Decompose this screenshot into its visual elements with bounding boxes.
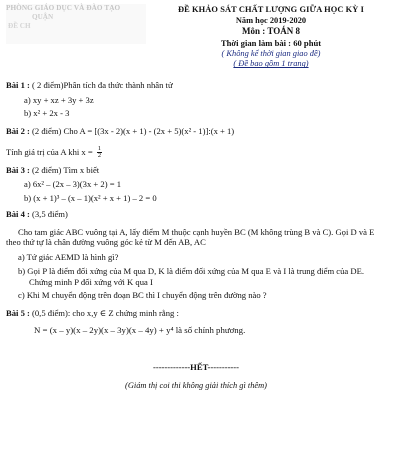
question-5-text: (0,5 điểm): cho x,y ∈ Z chứng minh rằng : bbox=[29, 308, 179, 319]
school-year: Năm học 2019-2020 bbox=[235, 15, 307, 25]
end-marker: -------------HẾT----------- bbox=[152, 361, 240, 372]
question-2-label: Bài 2 : bbox=[6, 126, 30, 137]
question-4-text: (3,5 điểm) bbox=[29, 208, 68, 219]
faded-stamp bbox=[6, 4, 146, 44]
question-1a: a) xy + xz + 3y + 3z bbox=[24, 94, 94, 105]
question-2-value-text: Tính giá trị của A khi x = bbox=[6, 146, 95, 157]
question-4-label: Bài 4 : bbox=[6, 208, 30, 219]
question-1-text: ( 2 điểm)Phân tích đa thức thành nhân tử bbox=[29, 80, 173, 90]
district-name: QUẬN bbox=[32, 13, 54, 21]
fraction-numerator: 1 bbox=[97, 144, 102, 152]
exam-title: ĐỀ KHẢO SÁT CHẤT LƯỢNG GIỮA HỌC KỲ I bbox=[177, 5, 364, 14]
school-block bbox=[6, 4, 156, 76]
question-4 bbox=[6, 209, 386, 301]
exam-header bbox=[6, 4, 386, 76]
question-1b: b) x² + 2x - 3 bbox=[24, 108, 70, 119]
time-note: ( Không kể thời gian giao đề) bbox=[221, 48, 321, 58]
question-4-title bbox=[6, 209, 386, 220]
question-4b: b) Gọi P là điểm đối xứng của M qua D, K là điểm đối xứng của M qua E và I là trung điểm của DE. Chứng minh P đối xứng với K qua I bbox=[18, 265, 364, 287]
question-3-text: (2 điểm) Tìm x biết bbox=[29, 164, 100, 175]
pages-note bbox=[156, 59, 386, 70]
proctor-note: (Giám thị coi thi không giải thích gì thêm) bbox=[125, 380, 267, 390]
question-3b: b) (x + 1)³ – (x – 1)(x² + x + 1) – 2 = 0 bbox=[24, 193, 157, 204]
exam-title-block bbox=[156, 4, 386, 76]
question-3-label: Bài 3 : bbox=[6, 164, 30, 175]
official-label: ĐỀ CH bbox=[8, 22, 31, 30]
pages-note-text: ( Đề bao gồm 1 trang) bbox=[233, 59, 309, 69]
fraction-one-half bbox=[97, 146, 102, 160]
fraction-denominator: 2 bbox=[97, 152, 102, 160]
question-3 bbox=[6, 165, 386, 204]
question-1-title bbox=[6, 80, 386, 91]
question-4a: a) Tứ giác AEMD là hình gì? bbox=[18, 252, 119, 263]
question-2-text: (2 điểm) Cho A = [(3x - 2)(x + 1) - (2x + 5)(x² - 1)]:(x + 1) bbox=[29, 126, 235, 137]
question-1 bbox=[6, 80, 386, 119]
question-4-intro: Cho tam giác ABC vuông tại A, lấy điểm M thuộc cạnh huyền BC (M không trùng B và C). Gọi D và E theo thứ tự là chân đường vuông góc kẻ từ M đến AB, AC bbox=[6, 226, 375, 248]
question-4c: c) Khi M chuyển động trên đoạn BC thì I chuyển động trên đường nào ? bbox=[18, 290, 267, 301]
question-1-parts bbox=[24, 95, 386, 119]
question-1-label: Bài 1 : bbox=[6, 80, 30, 90]
time-limit: Thời gian làm bài : 60 phút bbox=[220, 38, 322, 49]
question-5-label: Bài 5 : bbox=[6, 308, 30, 319]
question-5-formula: N = (x – y)(x – 2y)(x – 3y)(x – 4y) + y⁴ là số chính phương. bbox=[34, 324, 246, 335]
question-3-title bbox=[6, 165, 386, 176]
question-5 bbox=[6, 308, 386, 336]
question-2 bbox=[6, 126, 386, 160]
subject: Môn : TOÁN 8 bbox=[242, 26, 300, 36]
question-2-value bbox=[6, 146, 386, 160]
question-2-title bbox=[6, 126, 386, 137]
question-3-parts bbox=[24, 179, 386, 203]
question-3a: a) 6x² – (2x – 3)(3x + 2) = 1 bbox=[24, 179, 121, 190]
department-name: PHÒNG GIÁO DỤC VÀ ĐÀO TẠO bbox=[6, 4, 121, 12]
question-5-title bbox=[6, 308, 386, 319]
question-4-parts bbox=[18, 252, 386, 301]
